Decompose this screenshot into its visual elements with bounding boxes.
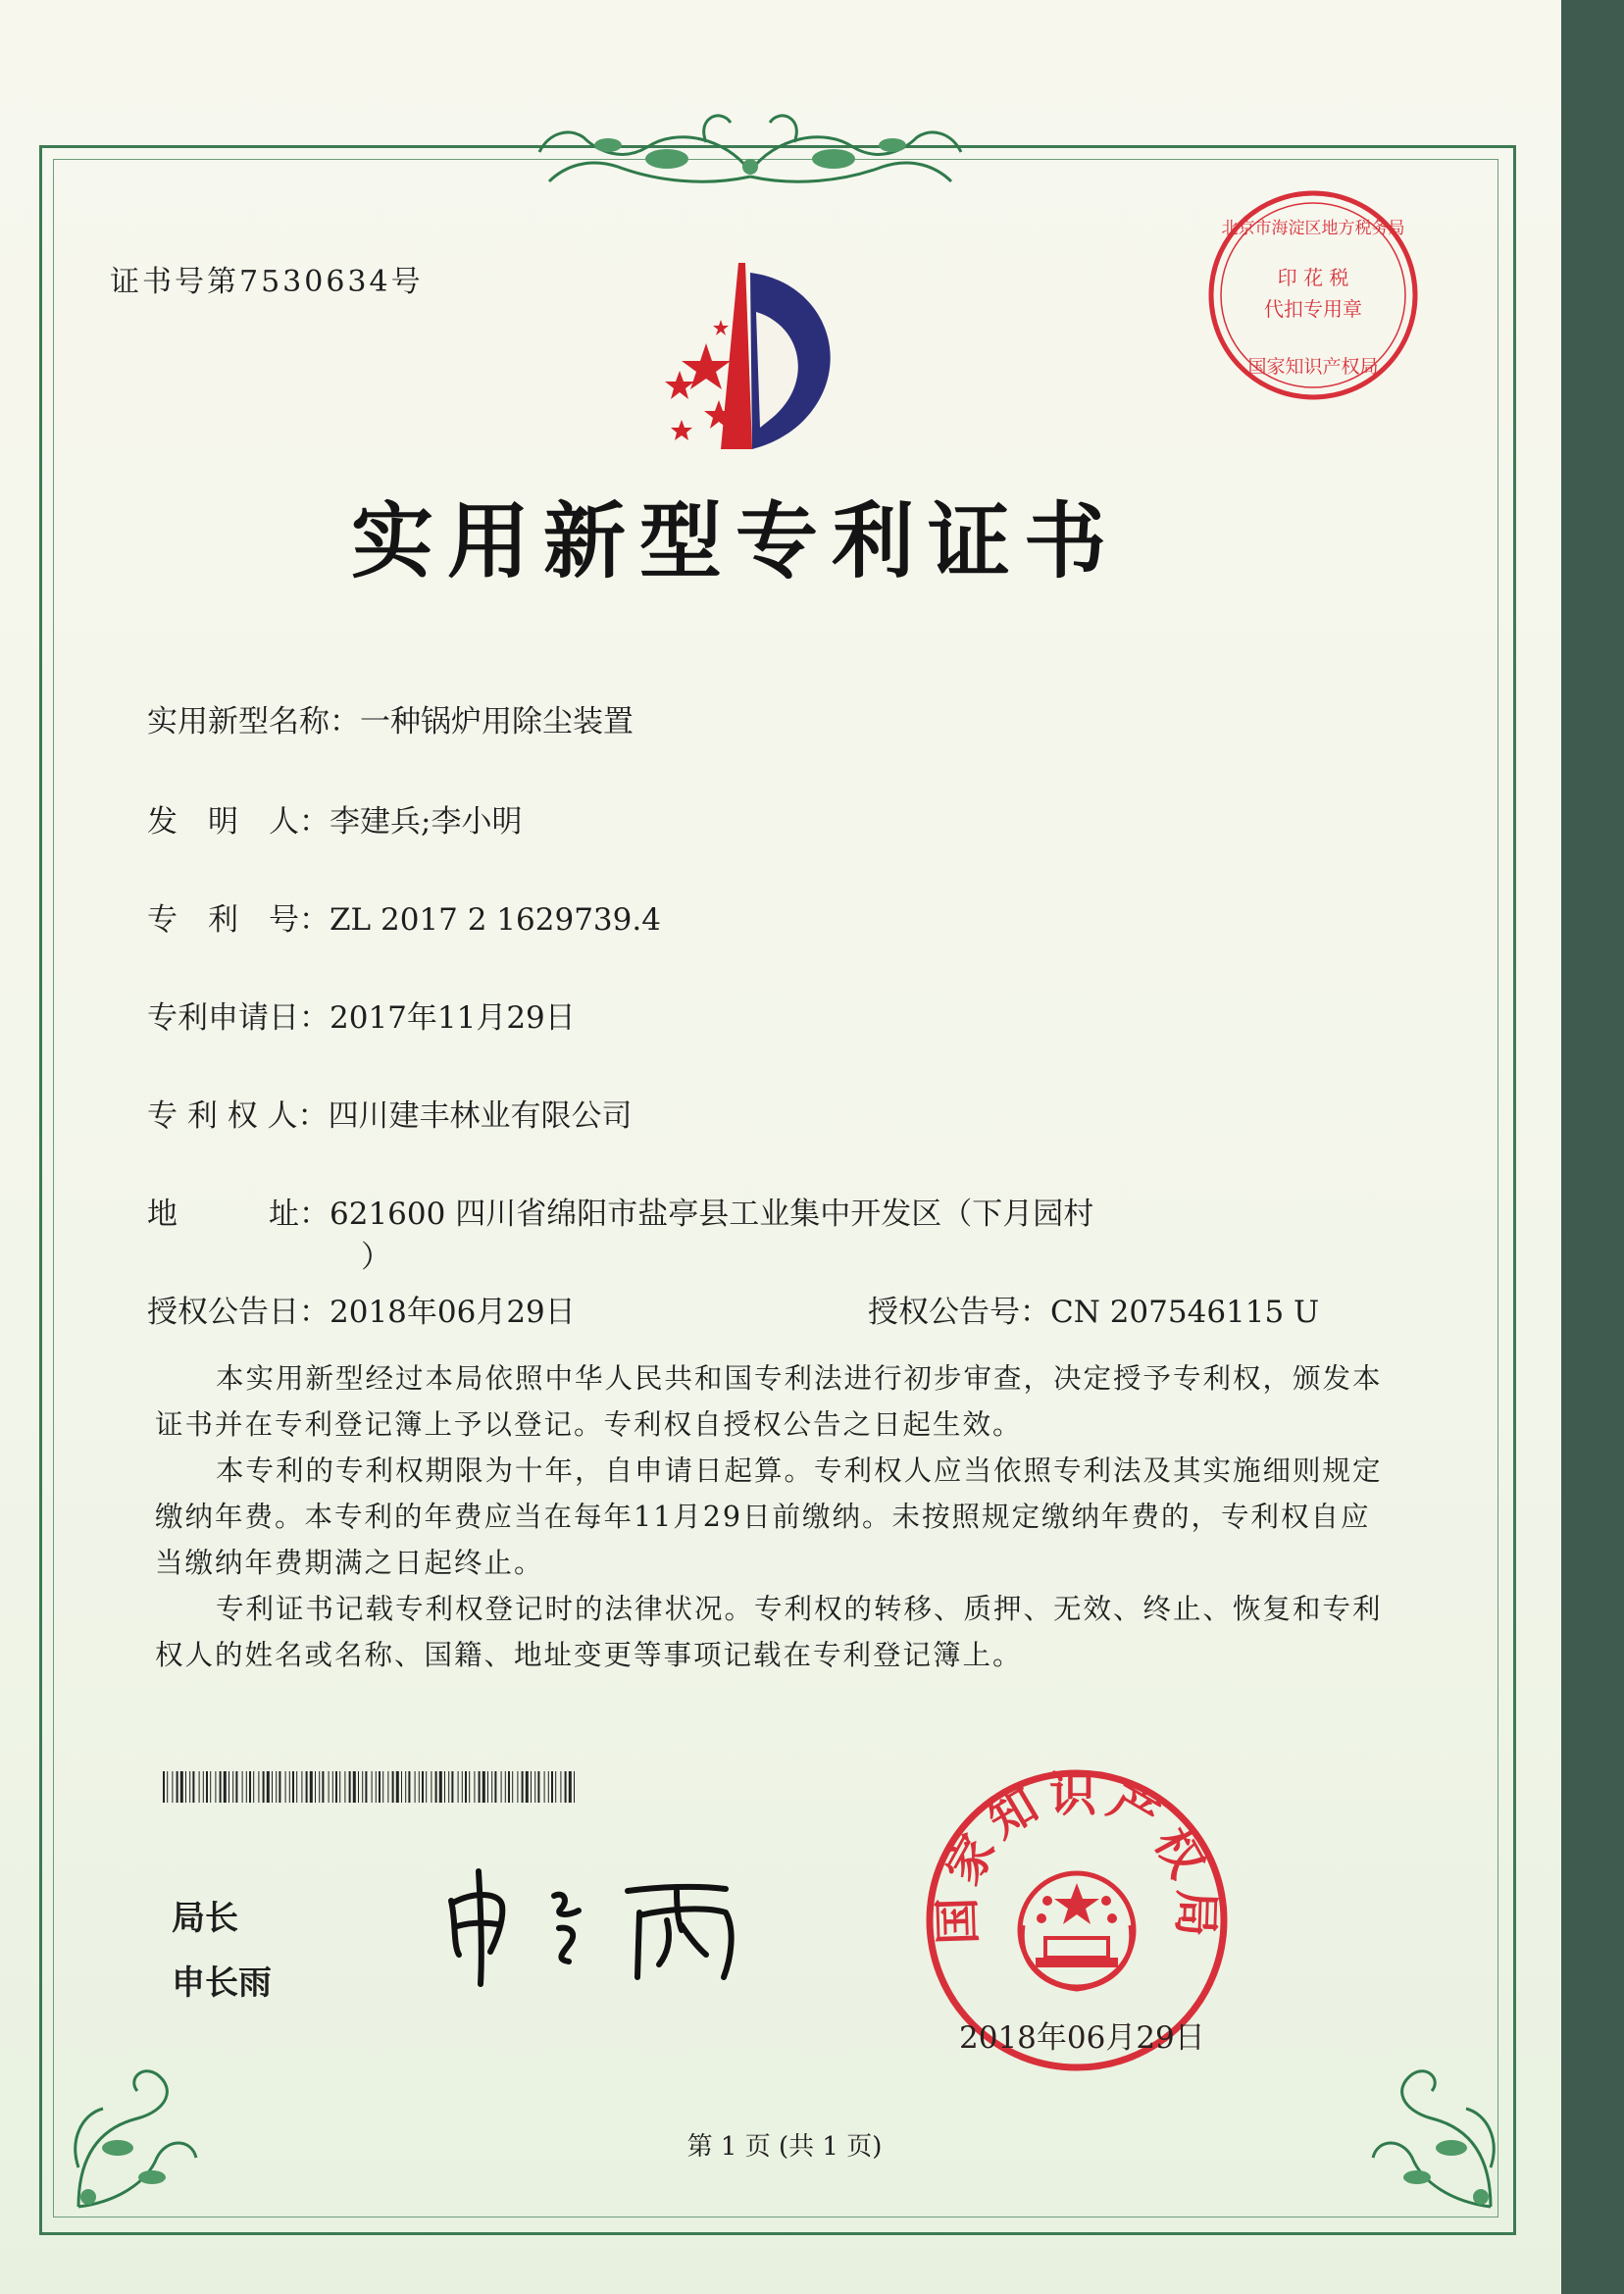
seal-date: 2018年06月29日 — [959, 2020, 1205, 2056]
barcode-bar — [474, 1771, 475, 1803]
barcode-bar — [522, 1771, 524, 1803]
barcode-bar — [339, 1771, 340, 1803]
barcode-bar — [329, 1771, 330, 1803]
barcode-bar — [319, 1771, 320, 1803]
barcode-bar — [491, 1771, 492, 1803]
field-grant-number — [868, 1287, 1319, 1331]
barcode-bar — [392, 1771, 394, 1803]
field-filing-date-value: 2017年11月29日 — [330, 1000, 576, 1036]
field-address-label: 地 址： — [147, 1197, 330, 1232]
barcode-bar — [487, 1771, 488, 1803]
barcode-bar — [185, 1771, 186, 1803]
barcode-bar — [220, 1771, 222, 1803]
field-holder — [147, 1091, 633, 1135]
field-holder-label: 专 利 权 人： — [147, 1098, 329, 1134]
barcode-bar — [444, 1771, 445, 1803]
director-signature — [431, 1861, 785, 1989]
barcode-bar — [382, 1771, 383, 1803]
barcode-bar — [310, 1771, 313, 1803]
barcode-bar — [555, 1771, 556, 1803]
barcode-bar — [517, 1771, 518, 1803]
field-grant-number-value: CN 207546115 U — [1050, 1295, 1320, 1330]
barcode-bar — [272, 1771, 273, 1803]
barcode-bar — [210, 1771, 211, 1803]
barcode-bar — [242, 1771, 243, 1803]
barcode-bar — [439, 1771, 442, 1803]
field-name-label: 实用新型名称： — [147, 704, 360, 739]
barcode-bar — [551, 1771, 553, 1803]
barcode-bar — [422, 1771, 424, 1803]
barcode-bar — [253, 1771, 254, 1803]
barcode-bar — [180, 1771, 183, 1803]
barcode-bar — [401, 1771, 402, 1803]
barcode-bar — [289, 1771, 290, 1803]
bottom-right-ornament — [1344, 2020, 1510, 2217]
field-name — [147, 696, 634, 740]
barcode-bar — [365, 1771, 367, 1803]
barcode-bar — [560, 1771, 561, 1803]
bottom-left-ornament — [59, 2020, 216, 2217]
body-paragraph-2: 本专利的专利权期限为十年，自申请日起算。专利权人应当依照专利法及其实施细则规定缴纳年费。本专利的年费应当在每年11月29日前缴纳。未按照规定缴纳年费的，专利权自应当缴纳年费期满之日起终止。 — [155, 1454, 1383, 1579]
barcode-bar — [279, 1771, 280, 1803]
barcode-bar — [292, 1771, 294, 1803]
barcode-bar — [426, 1771, 427, 1803]
field-address-value-line2: ） — [361, 1240, 391, 1275]
barcode-bar — [362, 1771, 363, 1803]
field-grant-date — [147, 1287, 576, 1331]
barcode-bar — [501, 1771, 502, 1803]
barcode-bar — [315, 1771, 316, 1803]
field-inventor — [147, 796, 522, 841]
barcode-bar — [396, 1771, 399, 1803]
field-grant-date-label: 授权公告日： — [147, 1295, 330, 1330]
barcode-bar — [451, 1771, 453, 1803]
svg-text:北京市海淀区地方税务局: 北京市海淀区地方税务局 — [1221, 219, 1405, 238]
field-grant-number-label: 授权公告号： — [868, 1295, 1050, 1330]
certificate-number: 证书号第7530634号 — [110, 265, 424, 299]
barcode-bar — [232, 1771, 233, 1803]
barcode-bar — [167, 1771, 168, 1803]
barcode-bar — [479, 1771, 481, 1803]
barcode-bar — [235, 1771, 237, 1803]
field-filing-date — [147, 993, 576, 1037]
svg-text:国家知识产权局: 国家知识产权局 — [1247, 356, 1379, 378]
barcode-bar — [276, 1771, 277, 1803]
barcode-bar — [469, 1771, 470, 1803]
barcode-bar — [534, 1771, 535, 1803]
barcode — [163, 1771, 577, 1803]
barcode-bar — [332, 1771, 333, 1803]
barcode-bar — [482, 1771, 485, 1803]
barcode-bar — [203, 1771, 204, 1803]
barcode-bar — [387, 1771, 388, 1803]
svg-text:国家知识产权局: 国家知识产权局 — [930, 1766, 1224, 1946]
barcode-bar — [379, 1771, 381, 1803]
barcode-bar — [177, 1771, 178, 1803]
svg-text:印 花 税: 印 花 税 — [1277, 266, 1349, 289]
page-edge-strip — [1561, 0, 1624, 2294]
barcode-bar — [189, 1771, 190, 1803]
barcode-bar — [172, 1771, 173, 1803]
barcode-bar — [353, 1771, 356, 1803]
barcode-bar — [435, 1771, 437, 1803]
barcode-bar — [531, 1771, 532, 1803]
certificate-body — [155, 1355, 1386, 1678]
cnipa-emblem — [623, 253, 888, 459]
field-address-line2 — [361, 1232, 391, 1276]
barcode-bar — [505, 1771, 506, 1803]
barcode-bar — [322, 1771, 324, 1803]
field-filing-date-label: 专利申请日： — [147, 1000, 330, 1036]
barcode-bar — [458, 1771, 459, 1803]
barcode-bar — [462, 1771, 463, 1803]
field-patent-number-value: ZL 2017 2 1629739.4 — [330, 902, 661, 938]
field-holder-value: 四川建丰林业有限公司 — [328, 1098, 633, 1134]
barcode-bar — [376, 1771, 377, 1803]
body-paragraph-3: 专利证书记载专利权登记时的法律状况。专利权的转移、质押、无效、终止、恢复和专利权人的姓名或名称、国籍、地址变更等事项记载在专利登记簿上。 — [155, 1593, 1383, 1671]
barcode-bar — [163, 1771, 165, 1803]
barcode-bar — [465, 1771, 467, 1803]
barcode-bar — [548, 1771, 549, 1803]
barcode-bar — [246, 1771, 247, 1803]
field-inventor-value: 李建兵;李小明 — [330, 804, 523, 840]
barcode-bar — [215, 1771, 216, 1803]
barcode-bar — [228, 1771, 229, 1803]
field-address — [147, 1189, 1093, 1233]
tax-stamp-seal — [1204, 186, 1422, 404]
barcode-bar — [508, 1771, 510, 1803]
barcode-bar — [372, 1771, 373, 1803]
top-ornament — [510, 98, 990, 196]
barcode-bar — [419, 1771, 420, 1803]
barcode-bar — [306, 1771, 308, 1803]
page-number: 第 1 页 (共 1 页) — [686, 2132, 883, 2162]
barcode-bar — [415, 1771, 416, 1803]
field-patent-number-label: 专 利 号： — [147, 902, 330, 938]
svg-text:代扣专用章: 代扣专用章 — [1264, 297, 1362, 321]
barcode-bar — [494, 1771, 496, 1803]
barcode-bar — [565, 1771, 567, 1803]
barcode-bar — [408, 1771, 410, 1803]
signer-title: 局长 — [172, 1899, 238, 1938]
field-grant-date-value: 2018年06月29日 — [330, 1295, 576, 1330]
barcode-bar — [249, 1771, 251, 1803]
field-name-value: 一种锅炉用除尘装置 — [360, 704, 634, 739]
barcode-bar — [206, 1771, 208, 1803]
field-patent-number — [147, 894, 661, 939]
barcode-bar — [358, 1771, 359, 1803]
barcode-bar — [537, 1771, 539, 1803]
barcode-bar — [301, 1771, 302, 1803]
barcode-bar — [344, 1771, 345, 1803]
barcode-bar — [199, 1771, 200, 1803]
barcode-bar — [569, 1771, 572, 1803]
field-inventor-label: 发 明 人： — [147, 804, 330, 840]
barcode-bar — [349, 1771, 351, 1803]
barcode-bar — [285, 1771, 286, 1803]
barcode-bar — [335, 1771, 337, 1803]
barcode-bar — [405, 1771, 406, 1803]
barcode-bar — [296, 1771, 297, 1803]
barcode-bar — [267, 1771, 270, 1803]
field-address-value-line1: 621600 四川省绵阳市盐亭县工业集中开发区（下月园村 — [330, 1197, 1094, 1232]
barcode-bar — [574, 1771, 575, 1803]
barcode-bar — [263, 1771, 265, 1803]
certificate-title: 实用新型专利证书 — [350, 493, 1120, 589]
barcode-bar — [544, 1771, 545, 1803]
signer-name: 申长雨 — [172, 1963, 272, 2003]
barcode-bar — [526, 1771, 529, 1803]
barcode-bar — [224, 1771, 227, 1803]
barcode-bar — [448, 1771, 449, 1803]
body-paragraph-1: 本实用新型经过本局依照中华人民共和国专利法进行初步审查，决定授予专利权，颁发本证书并在专利登记簿上予以登记。专利权自授权公告之日起生效。 — [155, 1362, 1383, 1441]
barcode-bar — [192, 1771, 194, 1803]
barcode-bar — [512, 1771, 513, 1803]
barcode-bar — [258, 1771, 259, 1803]
